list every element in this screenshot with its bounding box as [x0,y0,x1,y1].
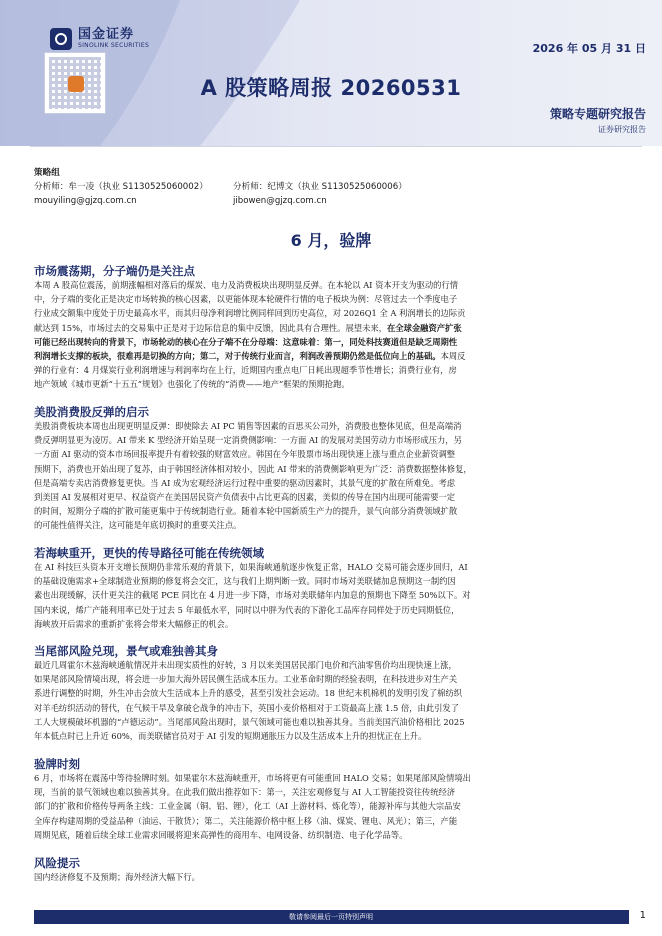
section-title: 风险提示 [34,856,80,870]
company-logo [50,28,149,50]
report-date: 2026 年 05 月 31 日 [532,42,646,55]
analyst-2-email[interactable]: jibowen@gjzq.com.cn [233,196,327,206]
analyst-1-title: 分析师：牟一凌（执业 S1130525060002） [34,182,208,192]
section-body: 6 月，市场将在震荡中等待验牌时刻。如果霍尔木兹海峡重开，市场将更有可能重回 HALO 交易；如果尾部风险情境出 现，当前的景气领域也难以独善其身。在此我们做出推荐如下：第一，关注宏观修复与 AI 人工智能投资往传统经济 部门的扩散和价格传导两条主线：工业金属（铜、铝、锂），化工（AI 上游材料、炼化等），能源补库与其他大宗品安 全库存构建周期的受益品种（油运、干散货）；第二，关注能源价格中枢上移（油、煤炭、锂电、风光）；第三，产能 周期见底，随着后续全球工业需求回暖将迎来高弹性的商用车、电网设备、纺织制造、电子化学品等。 [34,773,471,840]
footer-disclaimer-link[interactable]: 敬请参阅最后一页特别声明 [289,913,373,921]
section-body: 美股消费板块本周也出现更明显反弹：即使除去 AI PC 销售等因素的百思买公司外，消费股也整体见底，但是高端消 费反弹明显更为凌厉。AI 带来 K 型经济开始呈现一定消费侧影响：一方面 AI 的发展对美国劳动力市场形成压力，另 一方面 AI 驱动的资本市场回报率提升有着较强的财富效应。韩国在今年股票市场出现快速上涨与重点企业薪资调整 预期下，消费也开始出现了复苏，由于韩国经济体相对较小，因此 AI 带来的消费侧影响更为广泛：消费数据整体修复， 但是高端专卖店消费修复更快。当 AI 成为宏观经济运行过程中重要的驱动因素时，其景气度的扩散在所难免。考虑 到美国 AI 发展相对更早、权益资产在美国居民资产负债表中占比更高的因素，美似的传导在国内出现可能需要一定 的时间，短期分子端的扩散可能更集中于传统制造行业。随着本轮中国新质生产力的提升，景气向部分消费领域扩散 的可能性值得关注，这可能是年底切换时的重要关注点。 [34,421,472,531]
section-body: 本周 A 股高位震荡，前期涨幅相对落后的煤炭、电力及消费板块出现明显反弹。在本轮以 AI 资本开支为驱动的行情 中，分子端的变化正是决定市场转换的核心因素，以更能体现本轮硬件行情的电子板块为例：尽管过去一个季度电子 行业成交额集中度处于历史最高水平，而其归母净利润增比例同样回到历史高位，对 2026Q1 全 A 利润增长的边际贡 献达到 15%，市场过去的交易集中正是对于边际信息的集中反馈，因此具有合理性。展望未来，在全球金融资产扩张 可能已经出现转向的背景下，市场轮动的核心在分子端不在分母端：这意味着：第一，同处科技赛道但是缺乏周期性 利润增长支撑的板块，很难再是切换的方向；第二，对于传统行业而言，利润改善预期仍然是低位向上的基础。本周反 弹的行业有：4 月煤炭行业利润增速与利润率均在上行，近期国内重点电厂日耗出现超季节性增长；消费行业有，房 地产领域《城市更新“十五五”规划》也强化了传统的“消费——地产”框架的预期抢跑。 [34,280,466,390]
report-header [0,0,662,146]
section-body: 最近几周霍尔木兹海峡通航情况并未出现实质性的好转，3 月以来美国居民部门电价和汽油零售价均出现快速上涨， 如果尾部风险情境出现，将会进一步加大海外居民侧生活成本压力。工业革命时期的经验表明，在科技进步对生产关 系进行调整的时期，外生冲击会放大生活成本上升的感受，甚至引发社会运动。18 世纪末机棉机的发明引发了棉纺织 对羊毛纺织活动的替代，在气候干旱及拿破仑战争的冲击下，英国小麦价格相对于工资最高上涨 1.5 倍，由此引发了 工人大规模破坏机器的“卢德运动”。当尾部风险出现时，景气领域可能也难以独善其身。当前美国汽油价格相比 2025 年本低点时已上升近 60%，而美联储官员对于 AI 引发的短期通胀压力以及生活成本上升的担忧正在上升。 [34,660,465,742]
report-title: A 股策略周报 20260531 [200,76,462,100]
analyst-2-title: 分析师：纪博文（执业 S1130525060006） [233,182,407,192]
section-us-consumer [34,405,629,533]
report-category: 证券研究报告 [598,125,646,134]
section-title: 美股消费股反弹的启示 [34,405,149,419]
logo-name-cn: 国金证券 [78,27,135,42]
logo-name-en: SINOLINK SECURITIES [78,42,150,49]
section-body: 国内经济修复不及预期；海外经济大幅下行。 [34,872,200,882]
section-verification [34,757,629,842]
section-tail-risk [34,644,629,743]
page-number: 1 [639,910,646,921]
section-market-volatility [34,264,629,392]
logo-mark-icon [50,28,72,50]
section-body: 在 AI 科技巨头资本开支增长预期仍非常乐观的背景下，如果海峡通航逐步恢复正常，HALO 交易可能会逐步回归，AI 的基础设施需求+全球制造业预期的修复将会交汇，这与我们上期判断一致。同时市场对美联储加息预期这一制约因 素也出现缓解，沃什更关注的截尾 PCE 同比在 4 月进一步下降，市场对美联储年内加息的预期也下降至 50%以下。对 国内来说，烯广产能利用率已处于过去 5 年最低水平，同时以中胖为代表的下游化工品库存同样处于历史同期低位， 海峡放开后需求的重新扩张将会带来大幅修正的机会。 [34,562,471,629]
report-type: 策略专题研究报告 [549,107,646,121]
section-title: 当尾部风险兑现，景气或难独善其身 [34,644,218,658]
header-divider [30,146,642,147]
analyst-group-label: 策略组 [34,168,60,178]
analyst-1-email[interactable]: mouyiling@gjzq.com.cn [34,196,137,206]
section-title: 市场震荡期，分子端仍是关注点 [34,264,195,278]
section-title: 若海峡重开，更快的传导路径可能在传统领域 [34,546,264,560]
section-risk-warning [34,856,629,884]
section-strait-reopen [34,546,629,631]
article-headline: 6 月，验牌 [290,231,372,250]
section-title: 验牌时刻 [34,757,80,771]
